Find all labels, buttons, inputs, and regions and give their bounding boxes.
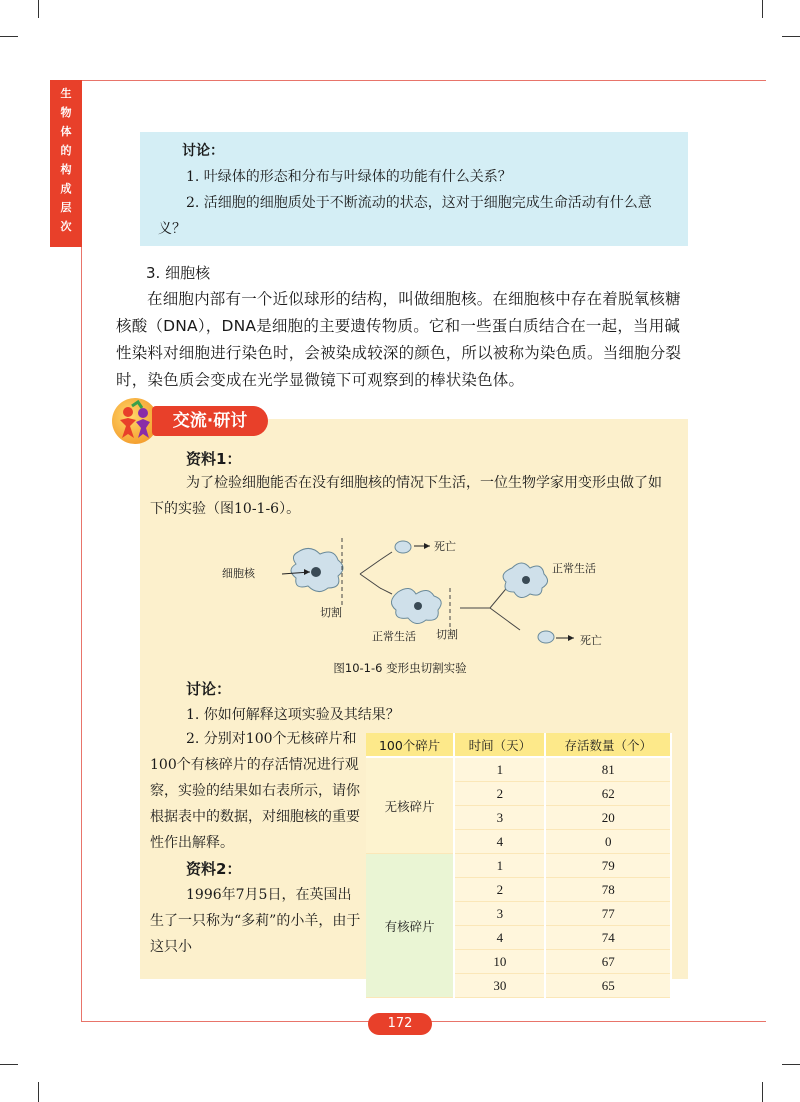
table-cell: 10 xyxy=(454,950,545,974)
section-paragraph: 在细胞内部有一个近似球形的结构，叫做细胞核。在细胞核中存在着脱氧核糖核酸（DNA），DNA是细胞的主要遗传物质。它和一些蛋白质结合在一起，当用碱性染料对细胞进行染色时，会被染成较深的颜色，所以被称为染色质。当细胞分裂时，染色质会变成在光学显微镜下可观察到的棒状染色体。 xyxy=(116,290,682,389)
table-cell: 3 xyxy=(454,902,545,926)
material-1-title: 资料1： xyxy=(186,450,242,468)
crop-mark xyxy=(762,1082,763,1102)
label-cut-1: 切割 xyxy=(320,606,342,619)
amoeba-experiment-diagram xyxy=(210,530,650,660)
label-nucleus: 细胞核 xyxy=(222,567,255,580)
table-header: 存活数量（个） xyxy=(545,733,671,757)
table-cell: 81 xyxy=(545,757,671,782)
table-header: 时间（天） xyxy=(454,733,545,757)
bottom-rule xyxy=(82,1021,372,1022)
side-tab-char: 生 xyxy=(60,87,72,100)
discussion-question-2: 2. 分别对100个无核碎片和100个有核碎片的存活情况进行观察，实验的结果如右表所示，请你根据表中的数据，对细胞核的重要性作出解释。 xyxy=(150,731,360,851)
crop-mark xyxy=(782,1064,800,1065)
side-tab-char: 成 xyxy=(60,182,72,195)
discussion-question-2: 2. 活细胞的细胞质处于不断流动的状态，这对于细胞完成生命活动有什么意义？ xyxy=(158,195,652,237)
top-rule xyxy=(58,80,766,81)
label-normal-2: 正常生活 xyxy=(552,562,596,575)
table-cell: 3 xyxy=(454,806,545,830)
group-label: 有核碎片 xyxy=(366,854,454,998)
crop-mark xyxy=(782,36,800,37)
table-cell: 1 xyxy=(454,757,545,782)
table-cell: 65 xyxy=(545,974,671,998)
table-cell: 78 xyxy=(545,878,671,902)
table-cell: 79 xyxy=(545,854,671,878)
amoeba-normal xyxy=(503,563,547,598)
page-number: 172 xyxy=(368,1013,432,1035)
discussion-question-1: 1. 叶绿体的形态和分布与叶绿体的功能有什么关系？ xyxy=(186,169,512,185)
side-tab-char: 层 xyxy=(60,201,72,214)
table-cell: 4 xyxy=(454,926,545,950)
table-cell: 30 xyxy=(454,974,545,998)
group-label: 无核碎片 xyxy=(366,757,454,854)
table-cell: 67 xyxy=(545,950,671,974)
amoeba-nucleated xyxy=(391,588,441,623)
crop-mark xyxy=(38,0,39,18)
figure-caption: 图10-1-6 变形虫切割实验 xyxy=(333,661,467,675)
side-tab-char: 构 xyxy=(60,163,72,176)
crop-mark xyxy=(0,36,18,37)
crop-mark xyxy=(0,1064,18,1065)
table-row xyxy=(366,757,671,782)
discussion-question-1: 1. 你如何解释这项实验及其结果？ xyxy=(186,707,400,723)
survival-table xyxy=(366,733,672,998)
exchange-logo xyxy=(112,398,282,444)
table-cell: 2 xyxy=(454,782,545,806)
table-row xyxy=(366,854,671,878)
label-normal-1: 正常生活 xyxy=(372,630,416,643)
table-cell: 0 xyxy=(545,830,671,854)
side-tab-char: 的 xyxy=(60,144,72,157)
crop-mark xyxy=(38,1082,39,1102)
side-tab-char: 物 xyxy=(60,106,72,119)
side-tab-char: 次 xyxy=(60,220,72,233)
table-cell: 1 xyxy=(454,854,545,878)
table-cell: 4 xyxy=(454,830,545,854)
material-2-text: 1996年7月5日，在英国出生了一只称为“多莉”的小羊，由于这只小 xyxy=(150,887,361,955)
table-cell: 20 xyxy=(545,806,671,830)
table-cell: 74 xyxy=(545,926,671,950)
section-title: 3. 细胞核 xyxy=(146,264,211,282)
table-cell: 77 xyxy=(545,902,671,926)
chapter-side-tab xyxy=(50,80,82,247)
exchange-banner: 交流·研讨 xyxy=(152,406,268,436)
amoeba-whole xyxy=(291,548,343,591)
side-tab-char: 体 xyxy=(60,125,72,138)
label-cut-2: 切割 xyxy=(436,628,458,641)
crop-mark xyxy=(762,0,763,18)
discussion-box xyxy=(140,132,688,246)
label-death-1: 死亡 xyxy=(434,540,456,553)
left-column xyxy=(150,726,362,960)
material-1-text: 为了检验细胞能否在没有细胞核的情况下生活，一位生物学家用变形虫做了如下的实验（图10-1-6）。 xyxy=(150,475,662,517)
material-2-title: 资料2： xyxy=(186,860,242,878)
table-cell: 2 xyxy=(454,878,545,902)
discussion-heading: 讨论： xyxy=(186,680,232,698)
table-header: 100个碎片 xyxy=(366,733,454,757)
side-rule xyxy=(81,247,82,1022)
bottom-rule xyxy=(430,1021,766,1022)
label-death-2: 死亡 xyxy=(580,634,602,647)
discussion-heading: 讨论： xyxy=(182,143,224,159)
table-cell: 62 xyxy=(545,782,671,806)
